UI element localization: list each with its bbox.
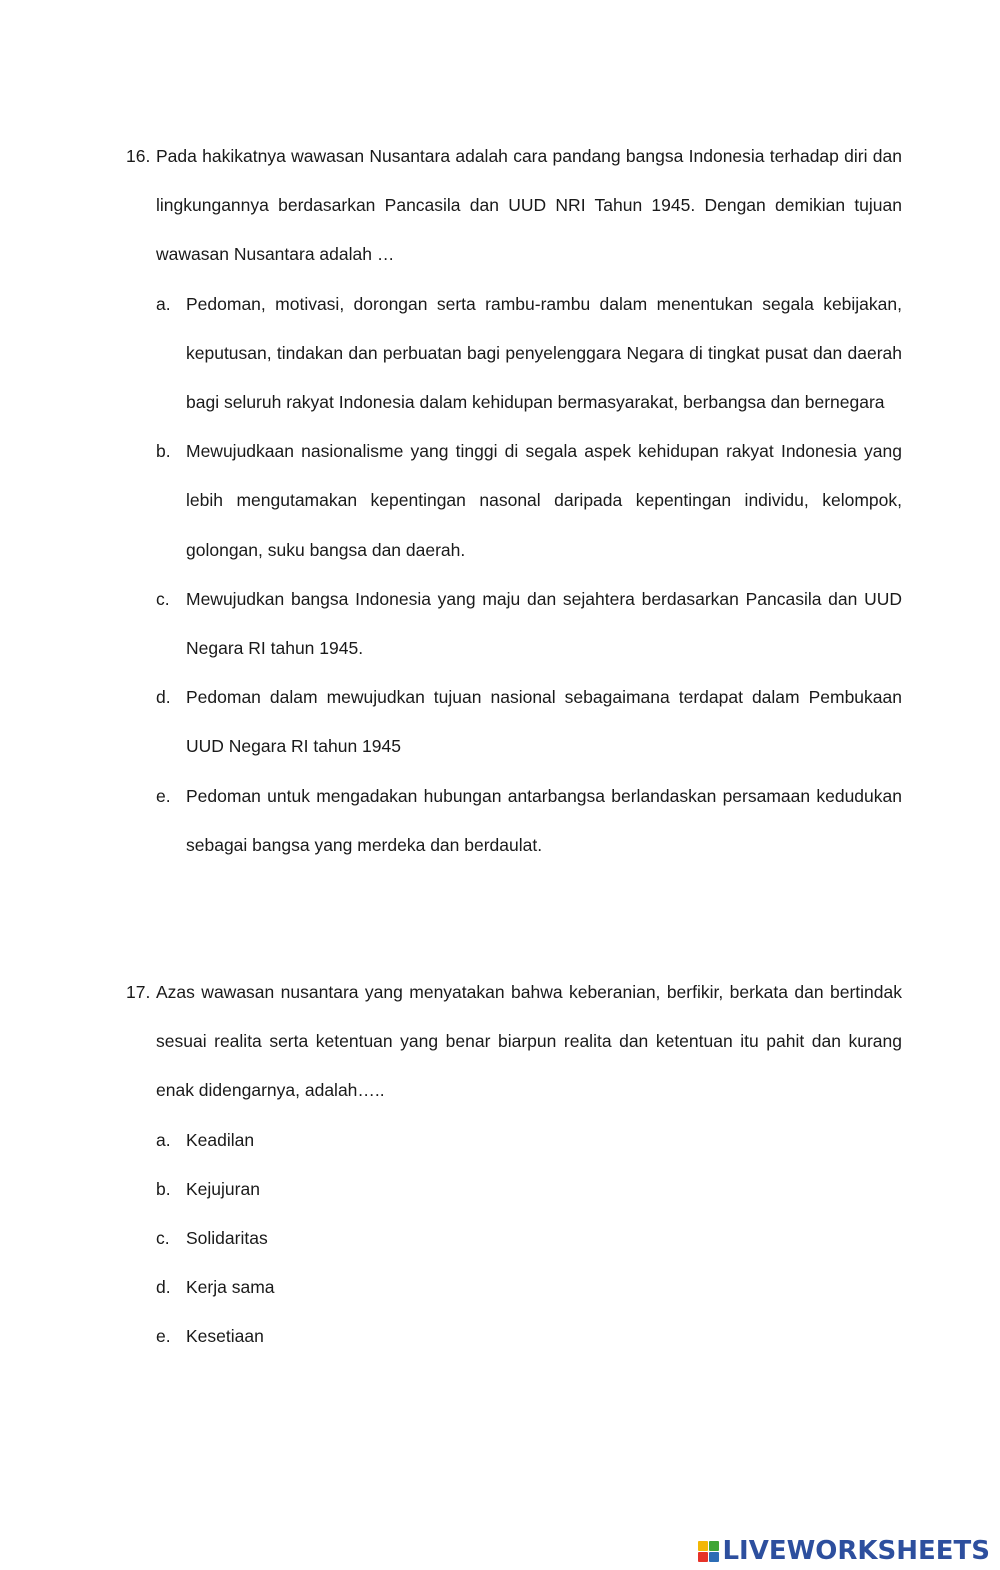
option-c[interactable] (156, 575, 902, 673)
question-text: Pada hakikatnya wawasan Nusantara adalah cara pandang bangsa Indonesia terhadap diri dan lingkungannya berdasarkan Pancasila dan UUD NRI Tahun 1945. Dengan demikian tujuan wawasan Nusantara adalah … (156, 146, 902, 265)
option-letter: d. (156, 687, 171, 708)
option-letter: d. (156, 1277, 171, 1298)
answer-options (156, 1116, 902, 1362)
option-text: Mewujudkan bangsa Indonesia yang maju dan sejahtera berdasarkan Pancasila dan UUD Negara RI tahun 1945. (186, 588, 902, 659)
logo-square-red (698, 1552, 708, 1562)
option-e[interactable] (156, 772, 902, 870)
option-letter: c. (156, 1228, 170, 1249)
option-text: Kerja sama (186, 1277, 275, 1298)
liveworksheets-logo-icon (698, 1541, 719, 1562)
liveworksheets-brand[interactable] (698, 1538, 990, 1564)
option-b[interactable] (156, 427, 902, 575)
answer-options (156, 280, 902, 870)
option-text: Mewujudkaan nasionalisme yang tinggi di segala aspek kehidupan rakyat Indonesia yang lebih mengutamakan kepentingan nasonal daripada kepentingan individu, kelompok, golongan, suku bangsa dan daerah. (186, 441, 902, 560)
question-stem (126, 132, 902, 280)
option-letter: b. (156, 441, 171, 462)
option-d[interactable] (156, 673, 902, 771)
logo-square-blue (709, 1552, 719, 1562)
option-text: Keadilan (186, 1129, 255, 1150)
option-text: Solidaritas (186, 1228, 268, 1249)
option-letter: c. (156, 588, 170, 609)
question-number: 17. (126, 982, 151, 1002)
option-e[interactable] (156, 1312, 902, 1361)
option-letter: a. (156, 293, 171, 314)
logo-square-green (709, 1541, 719, 1551)
option-b[interactable] (156, 1165, 902, 1214)
option-d[interactable] (156, 1263, 902, 1312)
option-letter: e. (156, 1326, 171, 1347)
option-text: Kesetiaan (186, 1326, 264, 1347)
question-16 (126, 132, 902, 870)
question-stem (126, 968, 902, 1116)
brand-wordmark: LIVEWORKSHEETS (722, 1536, 990, 1566)
option-a[interactable] (156, 1116, 902, 1165)
question-number: 16. (126, 146, 151, 166)
option-letter: b. (156, 1178, 171, 1199)
question-text: Azas wawasan nusantara yang menyatakan bahwa keberanian, berfikir, berkata dan bertindak sesuai realita serta ketentuan yang benar biarpun realita dan ketentuan itu pahit dan kurang enak didengarnya, adalah….. (156, 982, 902, 1101)
option-text: Pedoman untuk mengadakan hubungan antarbangsa berlandaskan persamaan kedudukan sebagai bangsa yang merdeka dan berdaulat. (186, 785, 902, 855)
option-text: Pedoman dalam mewujudkan tujuan nasional sebagaimana terdapat dalam Pembukaan UUD Negara RI tahun 1945 (186, 687, 902, 757)
option-c[interactable] (156, 1214, 902, 1263)
option-a[interactable] (156, 280, 902, 428)
option-letter: e. (156, 785, 171, 806)
logo-square-yellow (698, 1541, 708, 1551)
question-17 (126, 968, 902, 1362)
option-text: Pedoman, motivasi, dorongan serta rambu-rambu dalam menentukan segala kebijakan, keputusan, tindakan dan perbuatan bagi penyelenggara Negara di tingkat pusat dan daerah bagi seluruh rakyat Indonesia dalam kehidupan bermasyarakat, berbangsa dan bernegara (186, 293, 902, 413)
option-letter: a. (156, 1129, 171, 1150)
option-text: Kejujuran (186, 1178, 260, 1199)
